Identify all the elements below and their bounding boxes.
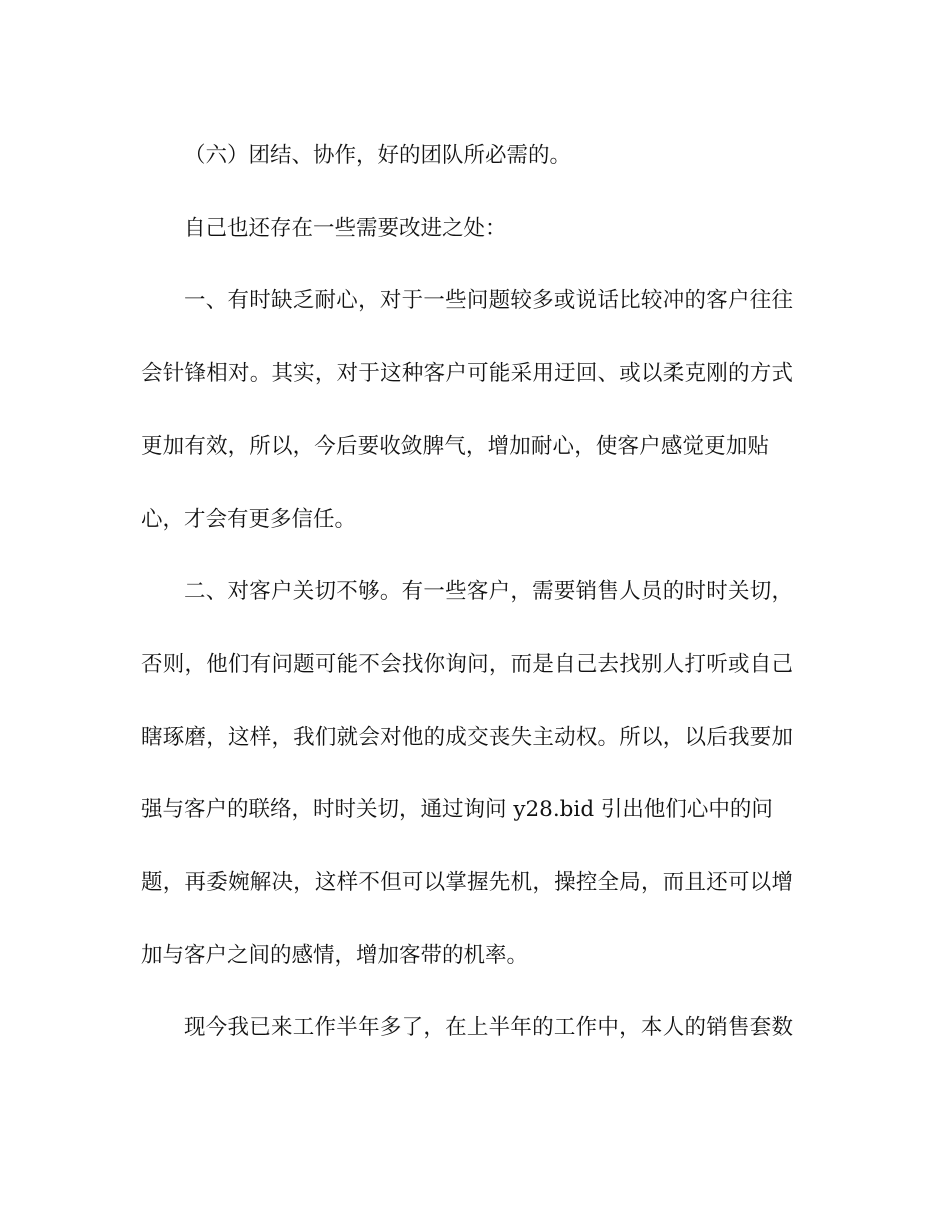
line-text: 现今我已来工作半年多了，在上半年的工作中，本人的销售套数 bbox=[184, 1015, 793, 1040]
text-line bbox=[0, 136, 950, 176]
text-line bbox=[0, 863, 950, 903]
line-text: 二、对客户关切不够。有一些客户，需要销售人员的时时关切， bbox=[184, 579, 793, 604]
text-line bbox=[0, 572, 950, 612]
line-text: 心，才会有更多信任。 bbox=[141, 507, 357, 532]
line-text: （六）团结、协作，好的团队所必需的。 bbox=[184, 143, 572, 168]
text-line bbox=[0, 645, 950, 685]
line-text: 瞎琢磨，这样，我们就会对他的成交丧失主动权。所以，以后我要加 bbox=[141, 725, 793, 750]
line-text: 否则，他们有问题可能不会找你询问，而是自己去找别人打听或自己 bbox=[141, 652, 793, 677]
text-line bbox=[0, 281, 950, 321]
line-text: 会针锋相对。其实，对于这种客户可能采用迂回、或以柔克刚的方式 bbox=[141, 361, 793, 386]
line-text: 更加有效，所以，今后要收敛脾气，增加耐心，使客户感觉更加贴 bbox=[141, 434, 769, 459]
text-line bbox=[0, 718, 950, 758]
text-line bbox=[0, 500, 950, 540]
line-text: 一、有时缺乏耐心，对于一些问题较多或说话比较冲的客户往往 bbox=[184, 288, 793, 313]
line-text: 题，再委婉解决，这样不但可以掌握先机，操控全局，而且还可以增 bbox=[141, 870, 793, 895]
text-line bbox=[0, 936, 950, 976]
text-line bbox=[0, 427, 950, 467]
text-line bbox=[0, 790, 950, 830]
line-text: 自己也还存在一些需要改进之处： bbox=[184, 216, 507, 241]
text-line bbox=[0, 209, 950, 249]
line-text: 加与客户之间的感情，增加客带的机率。 bbox=[141, 943, 529, 968]
line-text: 强与客户的联络，时时关切，通过询问 y28.bid 引出他们心中的问 bbox=[141, 797, 773, 822]
text-line bbox=[0, 354, 950, 394]
text-line bbox=[0, 1008, 950, 1048]
